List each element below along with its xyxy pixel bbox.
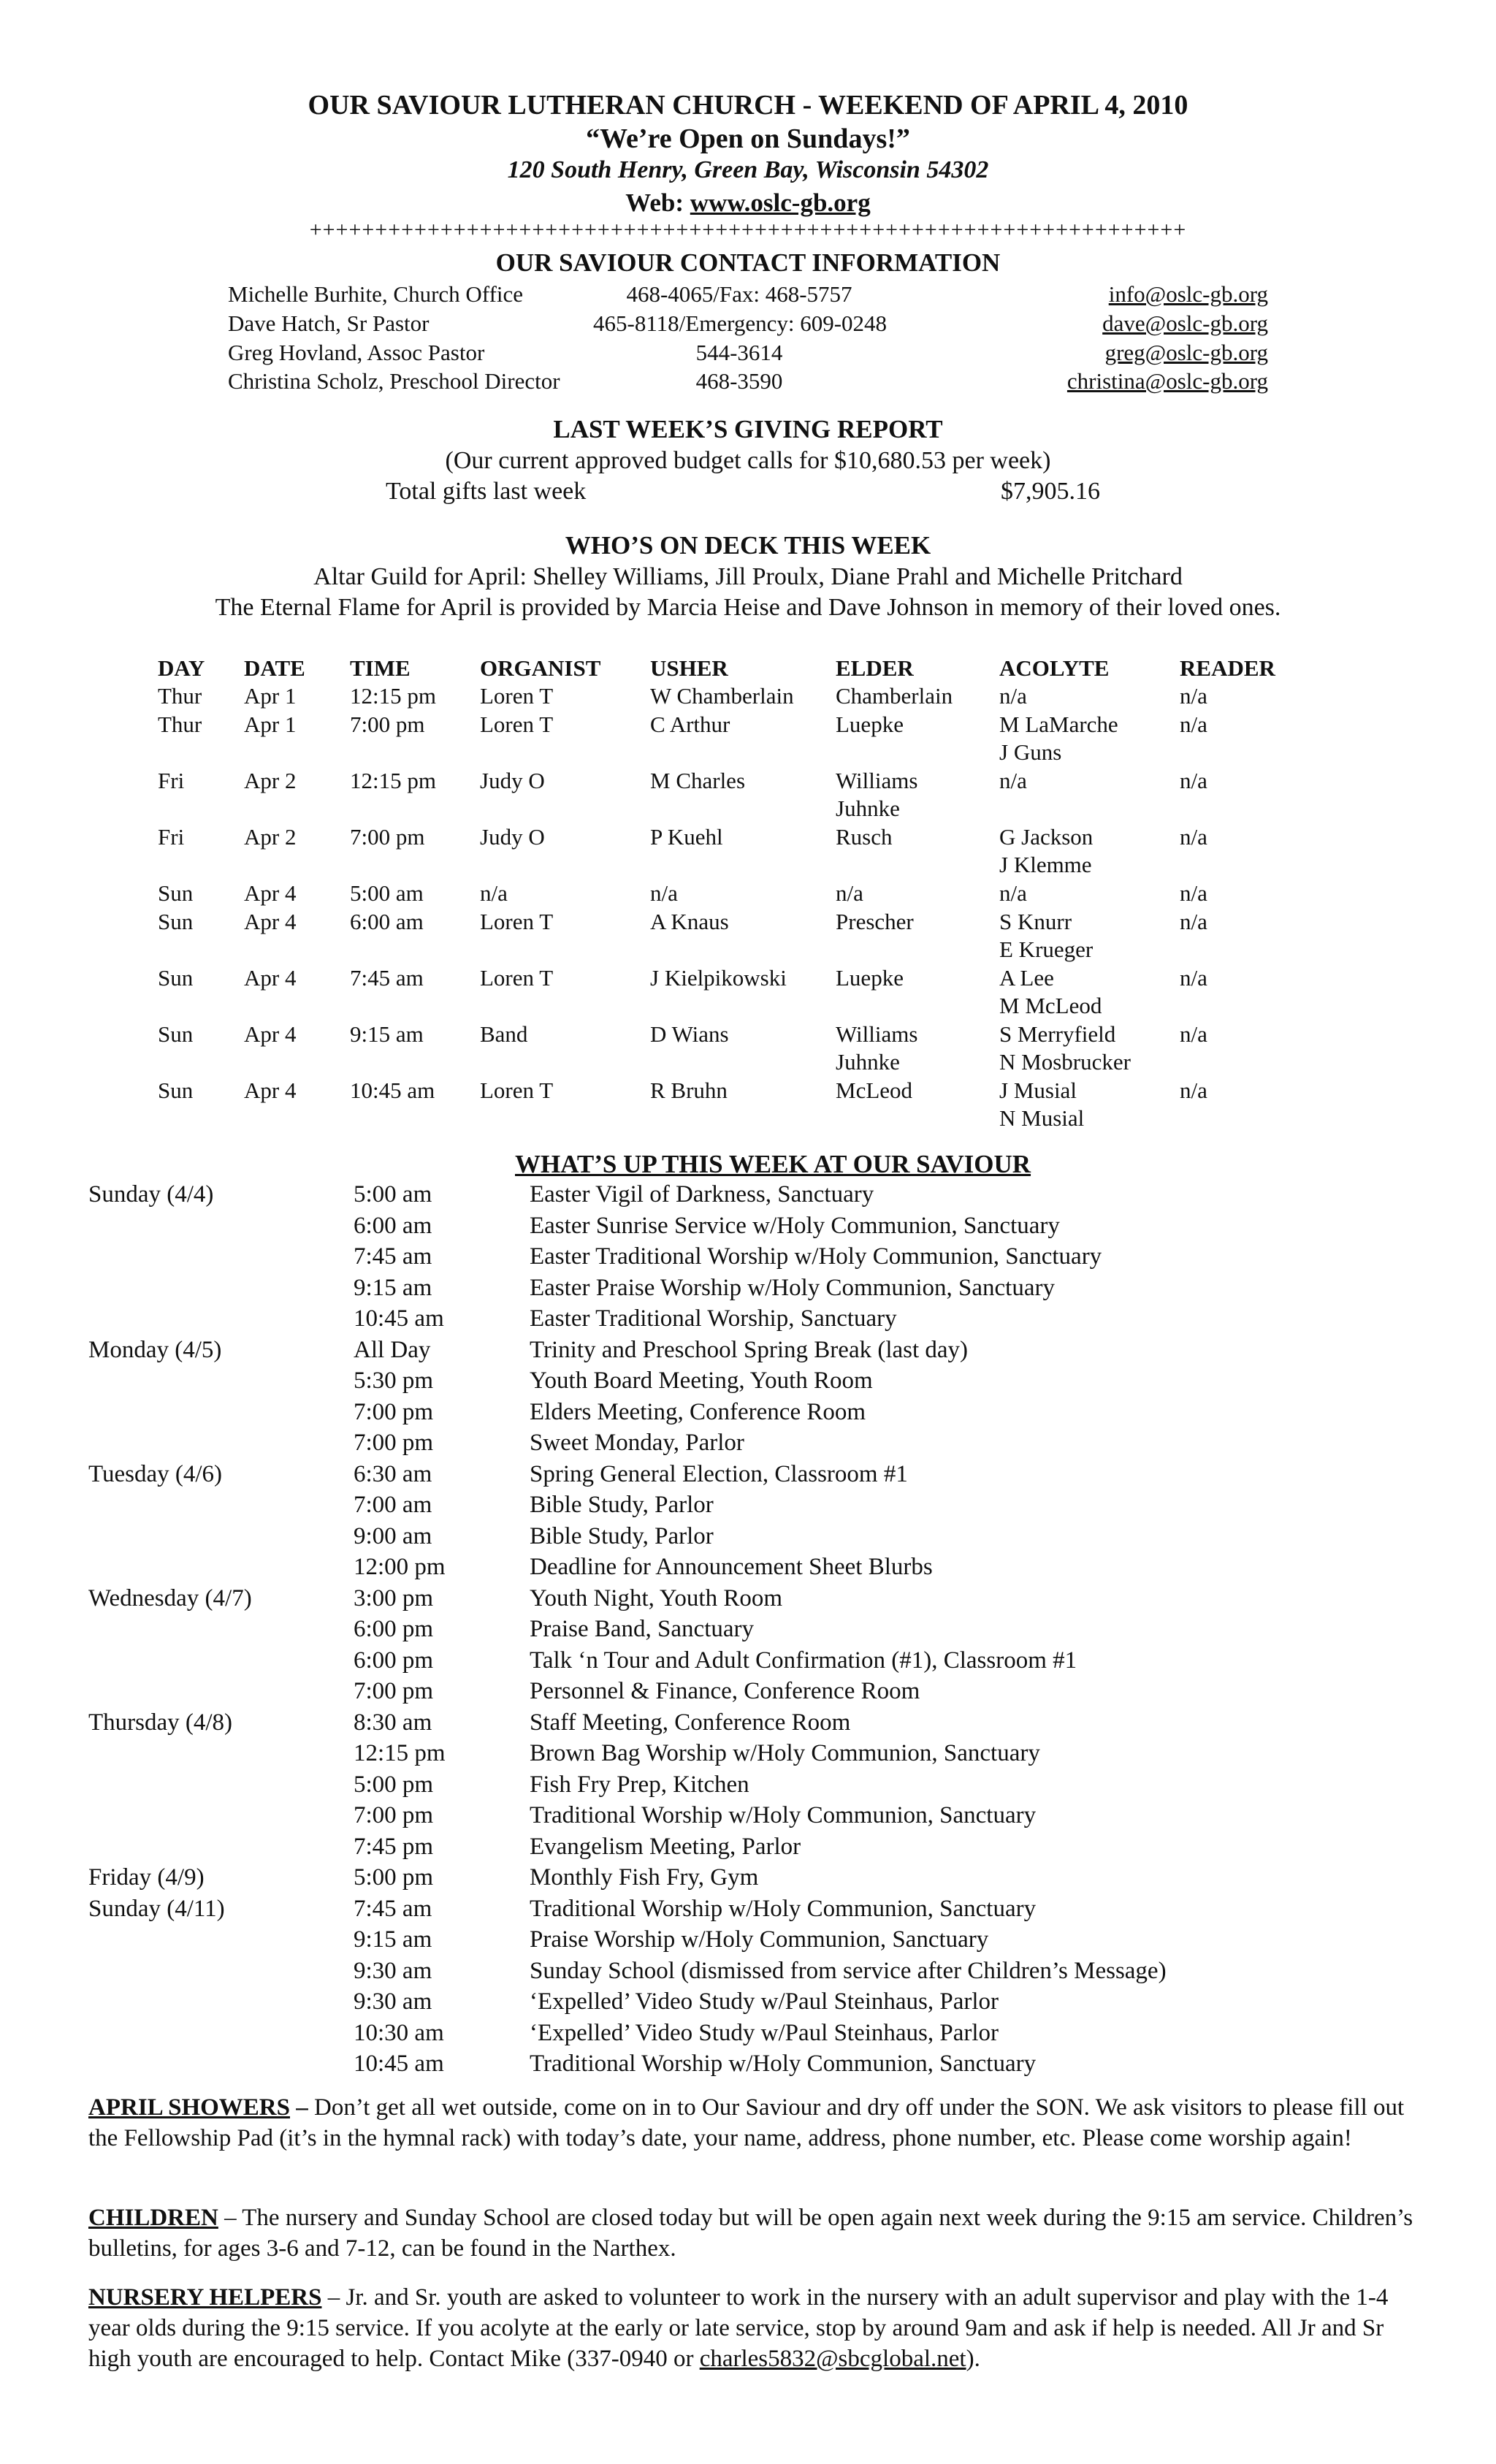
schedule-time: 6:30 am [354, 1461, 432, 1487]
deck-cell-elder: Williams [836, 768, 918, 793]
deck-cell-acolyte: S Knurr [999, 909, 1072, 934]
deck-cell-usher: P Kuehl [650, 824, 723, 850]
deck-cell-elder: Prescher [836, 909, 914, 934]
schedule-event: Youth Night, Youth Room [530, 1585, 783, 1611]
deck-cell-reader: n/a [1180, 1077, 1207, 1103]
schedule-event: Trinity and Preschool Spring Break (last day) [530, 1337, 969, 1363]
schedule-event: Elders Meeting, Conference Room [530, 1399, 866, 1425]
deck-cell-acolyte: J Guns [999, 739, 1062, 765]
schedule-event: Sunday School (dismissed from service after Children’s Message) [530, 1958, 1167, 1984]
deck-cell-time: 5:00 am [350, 880, 424, 906]
deck-cell-time: 10:45 am [350, 1077, 435, 1103]
deck-cell-usher: R Bruhn [650, 1077, 728, 1103]
schedule-time: 3:00 pm [354, 1585, 434, 1611]
contact-phone: 468-3590 [695, 368, 783, 394]
bulletin-tagline: “We’re Open on Sundays!” [586, 123, 910, 154]
nursery-contact-email[interactable]: charles5832@sbcglobal.net [699, 2346, 966, 2372]
contact-name: Michelle Burhite, Church Office [228, 281, 524, 307]
schedule-time: 9:30 am [354, 1988, 432, 2015]
deck-cell-reader: n/a [1180, 1021, 1207, 1047]
deck-cell-reader: n/a [1180, 909, 1207, 934]
schedule-event: Personnel & Finance, Conference Room [530, 1678, 920, 1704]
deck-cell-elder: McLeod [836, 1077, 913, 1103]
deck-cell-day: Sun [158, 1021, 194, 1047]
deck-cell-usher: n/a [650, 880, 678, 906]
schedule-day: Tuesday (4/6) [88, 1461, 223, 1487]
deck-cell-date: Apr 1 [244, 712, 297, 737]
contact-name: Greg Hovland, Assoc Pastor [228, 340, 485, 365]
deck-cell-organist: Loren T [480, 1077, 554, 1103]
deck-cell-elder: Juhnke [836, 796, 900, 821]
deck-cell-day: Fri [158, 768, 185, 793]
deck-cell-elder: Luepke [836, 965, 904, 991]
altar-guild: Altar Guild for April: Shelley Williams, Jill Proulx, Diane Prahl and Michelle Pritchard [313, 563, 1183, 590]
deck-cell-elder: Williams [836, 1021, 918, 1047]
deck-column-header: DATE [244, 655, 305, 681]
schedule-day: Thursday (4/8) [88, 1709, 233, 1736]
schedule-day: Friday (4/9) [88, 1864, 205, 1891]
deck-cell-time: 6:00 am [350, 909, 424, 934]
schedule-event: Praise Band, Sanctuary [530, 1616, 755, 1642]
web-link[interactable]: www.oslc-gb.org [690, 188, 871, 217]
deck-cell-reader: n/a [1180, 712, 1207, 737]
schedule-event: Spring General Election, Classroom #1 [530, 1461, 908, 1487]
schedule-event: Fish Fry Prep, Kitchen [530, 1771, 749, 1798]
announcement-children [88, 2202, 1422, 2264]
deck-cell-organist: Judy O [480, 768, 545, 793]
announcement-april-showers [88, 2092, 1422, 2154]
schedule-event: Easter Vigil of Darkness, Sanctuary [530, 1181, 874, 1208]
nursery-helpers-text: Jr. and Sr. youth are asked to volunteer to work in the nursery with an adult supervisor and play with the 1-4 year olds during the 9:15 service. If you acolyte at the early or late service, stop by around 9am and ask if help is needed. All Jr and Sr high youth are encouraged to help. Contact Mike (337-0940 or [88, 2284, 1389, 2372]
schedule-event: Easter Sunrise Service w/Holy Communion, Sanctuary [530, 1213, 1060, 1239]
deck-cell-acolyte: N Mosbrucker [999, 1049, 1131, 1075]
deck-cell-acolyte: A Lee [999, 965, 1054, 991]
deck-cell-acolyte: E Krueger [999, 937, 1094, 962]
deck-cell-organist: Loren T [480, 712, 554, 737]
church-address: 120 South Henry, Green Bay, Wisconsin 54302 [507, 156, 989, 183]
deck-cell-elder: Luepke [836, 712, 904, 737]
deck-cell-date: Apr 4 [244, 1021, 297, 1047]
deck-cell-date: Apr 2 [244, 824, 297, 850]
deck-column-header: ELDER [836, 655, 914, 681]
schedule-time: 7:00 pm [354, 1802, 434, 1828]
deck-cell-date: Apr 4 [244, 965, 297, 991]
deck-cell-reader: n/a [1180, 768, 1207, 793]
deck-cell-day: Fri [158, 824, 185, 850]
schedule-time: 6:00 am [354, 1213, 432, 1239]
deck-cell-day: Sun [158, 880, 194, 906]
schedule-time: 5:00 am [354, 1181, 432, 1208]
deck-cell-organist: Band [480, 1021, 528, 1047]
deck-column-header: ORGANIST [480, 655, 601, 681]
deck-cell-acolyte: N Musial [999, 1105, 1085, 1131]
deck-column-header: ACOLYTE [999, 655, 1110, 681]
deck-cell-time: 12:15 pm [350, 768, 436, 793]
schedule-time: 10:30 am [354, 2020, 444, 2046]
deck-cell-acolyte: G Jackson [999, 824, 1094, 850]
schedule-time: 7:00 pm [354, 1430, 434, 1456]
deck-cell-elder: Juhnke [836, 1049, 900, 1075]
schedule-event: Sweet Monday, Parlor [530, 1430, 744, 1456]
schedule-time: 9:15 am [354, 1275, 432, 1301]
deck-cell-organist: Judy O [480, 824, 545, 850]
announcement-nursery-helpers [88, 2282, 1422, 2374]
deck-cell-acolyte: n/a [999, 880, 1027, 906]
total-gifts-label: Total gifts last week [386, 478, 587, 505]
schedule-time: 5:00 pm [354, 1771, 434, 1798]
schedule-event: ‘Expelled’ Video Study w/Paul Steinhaus, Parlor [530, 2020, 999, 2046]
deck-cell-usher: M Charles [650, 768, 746, 793]
nursery-helpers-dash: – [321, 2284, 346, 2311]
bulletin-title: OUR SAVIOUR LUTHERAN CHURCH - WEEKEND OF APRIL 4, 2010 [308, 90, 1188, 121]
schedule-time: 7:45 am [354, 1243, 432, 1270]
deck-cell-date: Apr 1 [244, 683, 297, 709]
total-gifts-value: $7,905.16 [1001, 478, 1100, 505]
children-label: CHILDREN [88, 2205, 218, 2231]
april-showers-text: Don’t get all wet outside, come on in to Our Saviour and dry off under the SON. We ask visitors to please fill out the Fellowship Pad (it’s in the hymnal rack) with today’s date, your name, address, phone number, etc. Please come worship again! [88, 2094, 1405, 2151]
giving-heading: LAST WEEK’S GIVING REPORT [553, 415, 943, 443]
schedule-event: Easter Traditional Worship w/Holy Communion, Sanctuary [530, 1243, 1102, 1270]
deck-cell-day: Sun [158, 965, 194, 991]
deck-cell-time: 7:45 am [350, 965, 424, 991]
children-text: The nursery and Sunday School are closed today but will be open again next week during the 9:15 am service. Children’s bulletins, for ages 3-6 and 7-12, can be found in the Narthex. [88, 2205, 1413, 2262]
schedule-event: ‘Expelled’ Video Study w/Paul Steinhaus, Parlor [530, 1988, 999, 2015]
budget-note: (Our current approved budget calls for $10,680.53 per week) [445, 447, 1051, 474]
deck-cell-time: 7:00 pm [350, 712, 425, 737]
deck-cell-day: Sun [158, 1077, 194, 1103]
schedule-time: 7:00 pm [354, 1678, 434, 1704]
deck-cell-acolyte: J Musial [999, 1077, 1077, 1103]
deck-cell-organist: Loren T [480, 683, 554, 709]
web-line [0, 188, 1496, 218]
schedule-event: Youth Board Meeting, Youth Room [530, 1368, 873, 1394]
deck-cell-usher: D Wians [650, 1021, 729, 1047]
contact-email[interactable]: greg@oslc-gb.org [1104, 340, 1268, 365]
schedule-event: Traditional Worship w/Holy Communion, Sanctuary [530, 2051, 1037, 2077]
schedule-day: Monday (4/5) [88, 1337, 222, 1363]
deck-cell-acolyte: J Klemme [999, 852, 1092, 877]
schedule-time: 10:45 am [354, 1305, 444, 1332]
deck-cell-organist: Loren T [480, 965, 554, 991]
web-label: Web: [625, 188, 690, 217]
deck-cell-time: 9:15 am [350, 1021, 424, 1047]
schedule-time: 7:45 pm [354, 1834, 434, 1860]
deck-cell-date: Apr 2 [244, 768, 297, 793]
schedule-day: Wednesday (4/7) [88, 1585, 252, 1611]
schedule-time: All Day [354, 1337, 431, 1363]
schedule-time: 7:00 pm [354, 1399, 434, 1425]
deck-cell-elder: Chamberlain [836, 683, 953, 709]
schedule-time: 7:45 am [354, 1896, 432, 1922]
divider-line: +++++++++++++++++++++++++++++++++++++++++++++++++++++++++++++++++++ [309, 218, 1187, 242]
april-showers-label: APRIL SHOWERS [88, 2094, 290, 2121]
schedule-event: Staff Meeting, Conference Room [530, 1709, 851, 1736]
contact-email[interactable]: info@oslc-gb.org [1108, 281, 1268, 307]
deck-column-header: USHER [650, 655, 728, 681]
deck-cell-acolyte: M LaMarche [999, 712, 1118, 737]
schedule-event: Brown Bag Worship w/Holy Communion, Sanctuary [530, 1740, 1040, 1766]
eternal-flame: The Eternal Flame for April is provided by Marcia Heise and Dave Johnson in memory of their loved ones. [215, 594, 1281, 621]
deck-cell-reader: n/a [1180, 965, 1207, 991]
schedule-time: 12:00 pm [354, 1554, 446, 1580]
deck-cell-day: Thur [158, 712, 202, 737]
schedule-time: 9:00 am [354, 1523, 432, 1549]
deck-cell-organist: n/a [480, 880, 508, 906]
nursery-helpers-label: NURSERY HELPERS [88, 2284, 322, 2311]
deck-cell-reader: n/a [1180, 880, 1207, 906]
contact-phone: 468-4065/Fax: 468-5757 [626, 281, 852, 307]
schedule-event: Traditional Worship w/Holy Communion, Sanctuary [530, 1802, 1037, 1828]
april-showers-dash: – [290, 2094, 314, 2121]
schedule-event: Deadline for Announcement Sheet Blurbs [530, 1554, 933, 1580]
schedule-event: Bible Study, Parlor [530, 1492, 714, 1518]
contact-name: Christina Scholz, Preschool Director [228, 368, 560, 394]
schedule-time: 5:30 pm [354, 1368, 434, 1394]
schedule-event: Easter Praise Worship w/Holy Communion, Sanctuary [530, 1275, 1055, 1301]
deck-cell-acolyte: M McLeod [999, 993, 1102, 1018]
deck-cell-elder: Rusch [836, 824, 893, 850]
deck-column-header: DAY [158, 655, 205, 681]
schedule-heading: WHAT’S UP THIS WEEK AT OUR SAVIOUR [515, 1150, 1031, 1178]
schedule-event: Evangelism Meeting, Parlor [530, 1834, 801, 1860]
deck-cell-usher: J Kielpikowski [650, 965, 787, 991]
deck-cell-usher: C Arthur [650, 712, 730, 737]
schedule-time: 12:15 pm [354, 1740, 446, 1766]
deck-cell-date: Apr 4 [244, 1077, 297, 1103]
children-dash: – [218, 2205, 243, 2231]
deck-heading: WHO’S ON DECK THIS WEEK [565, 531, 931, 560]
schedule-event: Traditional Worship w/Holy Communion, Sanctuary [530, 1896, 1037, 1922]
deck-cell-acolyte: S Merryfield [999, 1021, 1116, 1047]
schedule-time: 8:30 am [354, 1709, 432, 1736]
contact-phone: 465-8118/Emergency: 609-0248 [593, 310, 888, 336]
schedule-time: 5:00 pm [354, 1864, 434, 1891]
contact-phone: 544-3614 [695, 340, 783, 365]
deck-cell-day: Sun [158, 909, 194, 934]
deck-column-header: READER [1180, 655, 1275, 681]
contact-heading: OUR SAVIOUR CONTACT INFORMATION [495, 248, 1001, 277]
deck-cell-date: Apr 4 [244, 880, 297, 906]
schedule-event: Bible Study, Parlor [530, 1523, 714, 1549]
deck-cell-time: 12:15 pm [350, 683, 436, 709]
deck-cell-acolyte: n/a [999, 683, 1027, 709]
schedule-time: 6:00 pm [354, 1616, 434, 1642]
contact-email[interactable]: christina@oslc-gb.org [1066, 368, 1268, 394]
schedule-time: 6:00 pm [354, 1647, 434, 1674]
deck-cell-elder: n/a [836, 880, 863, 906]
schedule-day: Sunday (4/11) [88, 1896, 225, 1922]
deck-cell-day: Thur [158, 683, 202, 709]
deck-cell-usher: W Chamberlain [650, 683, 794, 709]
schedule-event: Monthly Fish Fry, Gym [530, 1864, 759, 1891]
deck-cell-organist: Loren T [480, 909, 554, 934]
contact-email[interactable]: dave@oslc-gb.org [1102, 310, 1268, 336]
schedule-event: Easter Traditional Worship, Sanctuary [530, 1305, 897, 1332]
deck-cell-reader: n/a [1180, 824, 1207, 850]
schedule-event: Talk ‘n Tour and Adult Confirmation (#1), Classroom #1 [530, 1647, 1077, 1674]
schedule-time: 10:45 am [354, 2051, 444, 2077]
schedule-event: Praise Worship w/Holy Communion, Sanctuary [530, 1926, 989, 1953]
deck-cell-reader: n/a [1180, 683, 1207, 709]
deck-cell-date: Apr 4 [244, 909, 297, 934]
schedule-day: Sunday (4/4) [88, 1181, 214, 1208]
schedule-time: 7:00 am [354, 1492, 432, 1518]
deck-column-header: TIME [350, 655, 411, 681]
nursery-helpers-closing: ). [966, 2346, 980, 2372]
contact-name: Dave Hatch, Sr Pastor [228, 310, 430, 336]
deck-cell-time: 7:00 pm [350, 824, 425, 850]
deck-cell-acolyte: n/a [999, 768, 1027, 793]
schedule-time: 9:15 am [354, 1926, 432, 1953]
schedule-time: 9:30 am [354, 1958, 432, 1984]
deck-cell-usher: A Knaus [650, 909, 729, 934]
